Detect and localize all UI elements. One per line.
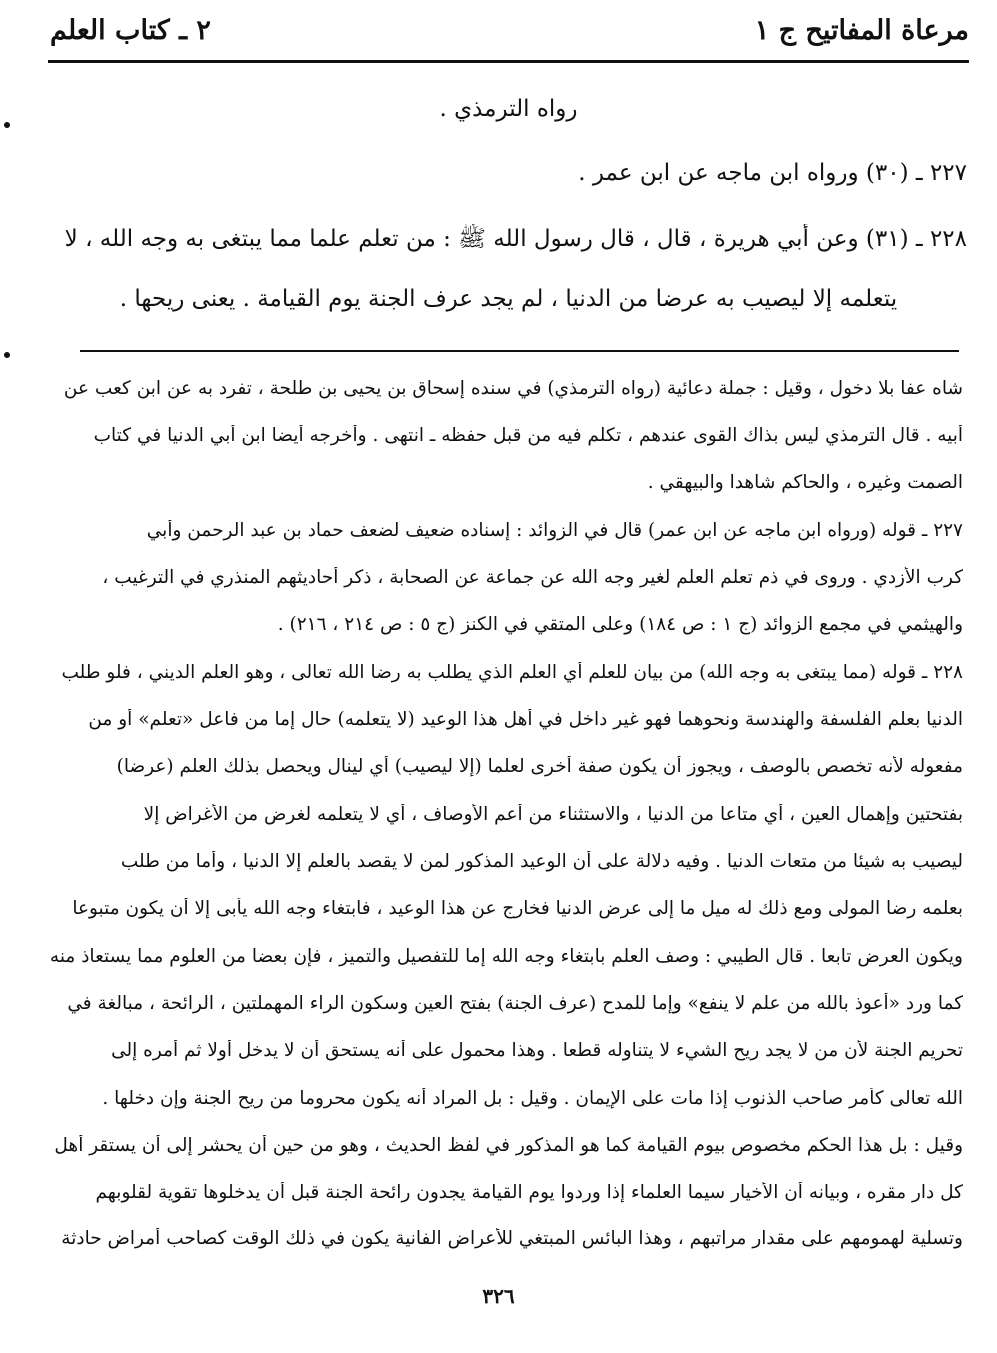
main-line: رواه الترمذي . [439, 96, 578, 122]
commentary-line: كرب الأزدي . وروى في ذم تعلم العلم لغير وجه الله عن جماعة عن الصحابة ، ذكر أحاديثهم المنذري في الترغيب ، [102, 567, 963, 588]
commentary-line: تحريم الجنة لأن من لا يجد ريح الشيء لا يتناوله قطعا . وهذا محمول على أنه يستحق أن لا يدخل أولا ثم أمره إلى [111, 1040, 963, 1061]
commentary-line: ليصيب به شيئا من متعات الدنيا . وفيه دلالة على أن الوعيد المذكور لمن لا يقصد بالعلم إلا الدنيا ، وأما من طلب [120, 851, 963, 872]
commentary-line: ٢٢٧ ـ قوله (ورواه ابن ماجه عن ابن عمر) قال في الزوائد : إسناده ضعيف لضعف حماد بن عبد الرحمن وأبي [146, 520, 963, 541]
main-line: ٢٢٨ ـ (٣١) وعن أبي هريرة ، قال ، قال رسول الله ﷺ : من تعلم علما مما يبتغى به وجه الله ، لا [64, 226, 967, 252]
commentary-line: أبيه . قال الترمذي ليس بذاك القوى عندهم ، تكلم فيه من قبل حفظه ـ انتهى . وأخرجه أيضا ابن أبي الدنيا في كتاب [93, 425, 963, 446]
page-number: ٣٢٦ [482, 1284, 515, 1308]
header-book-title: مرعاة المفاتيح ج ١ [754, 14, 969, 46]
main-line: ٢٢٧ ـ (٣٠) ورواه ابن ماجه عن ابن عمر . [578, 160, 967, 186]
commentary-line: والهيثمي في مجمع الزوائد (ج ١ : ص ١٨٤) وعلى المتقي في الكنز (ج ٥ : ص ٢١٤ ، ٢١٦) . [277, 614, 963, 635]
running-header [50, 8, 969, 52]
commentary-line: وتسلية لهمومهم على مقدار مراتبهم ، وهذا البائس المبتغي للأعراض الفانية يكون في ذلك الوقت كصاحب أمراض حادثة [61, 1228, 963, 1249]
scan-mark [4, 122, 10, 128]
commentary-line: وقيل : بل هذا الحكم مخصوص بيوم القيامة كما هو المذكور في لفظ الحديث ، وهو من حين أن يحشر إلى أن يستقر أهل [54, 1135, 963, 1156]
commentary-line: الصمت وغيره ، والحاكم شاهدا والبيهقي . [647, 472, 963, 493]
commentary-line: كما ورد «أعوذ بالله من علم لا ينفع» وإما للمدح (عرف الجنة) بفتح العين وسكون الراء المهملتين ، الرائحة ، مبالغة في [67, 993, 963, 1014]
commentary-line: بعلمه رضا المولى ومع ذلك له ميل ما إلى عرض الدنيا فخارج عن هذا الوعيد ، فابتغاء وجه الله يأبى إلا أن يكون متبوعا [72, 898, 963, 919]
commentary-line: ٢٢٨ ـ قوله (مما يبتغى به وجه الله) من بيان للعلم أي العلم الذي يطلب به رضا الله تعالى ، وهو العلم الديني ، فلو طلب [61, 662, 963, 683]
main-line: يتعلمه إلا ليصيب به عرضا من الدنيا ، لم يجد عرف الجنة يوم القيامة . يعنى ريحها . [119, 286, 898, 312]
commentary-line: مفعوله لأنه تخصص بالوصف ، ويجوز أن يكون صفة أخرى لعلما (إلا ليصيب) أي لينال ويحصل بذلك العلم (عرضا) [116, 756, 963, 777]
commentary-line: الدنيا بعلم الفلسفة والهندسة ونحوهما فهو غير داخل في أهل هذا الوعيد (لا يتعلمه) حال إما من فاعل «تعلم» أو من [88, 709, 963, 730]
header-chapter-title: ٢ ـ كتاب العلم [50, 14, 211, 46]
commentary-line: ويكون العرض تابعا . قال الطيبي : وصف العلم بابتغاء وجه الله إما للتفصيل والتميز ، فإن بعضا من العلوم مما يستعاذ منه [49, 946, 963, 967]
scan-mark [4, 352, 10, 358]
commentary-line: الله تعالى كأمر صاحب الذنوب إذا مات على الإيمان . وقيل : بل المراد أنه يكون محروما من ريح الجنة وإن دخلها . [102, 1088, 963, 1109]
commentary-line: بفتحتين وإهمال العين ، أي متاعا من الدنيا ، والاستثناء من أعم الأوصاف ، أي لا يتعلمه لغرض من الأغراض إلا [143, 804, 963, 825]
footnote-separator [80, 350, 959, 352]
header-rule [48, 60, 969, 63]
commentary-line: كل دار مقره ، وبيانه أن الأخيار سيما العلماء إذا وردوا يوم القيامة يجدون رائحة الجنة قبل أن يدخلوها تقوية لقلوبهم [95, 1182, 963, 1203]
commentary-line: شاه عفا بلا دخول ، وقيل : جملة دعائية (رواه الترمذي) في سنده إسحاق بن يحيى بن طلحة ، تفرد به عن ابن كعب عن [63, 378, 963, 399]
